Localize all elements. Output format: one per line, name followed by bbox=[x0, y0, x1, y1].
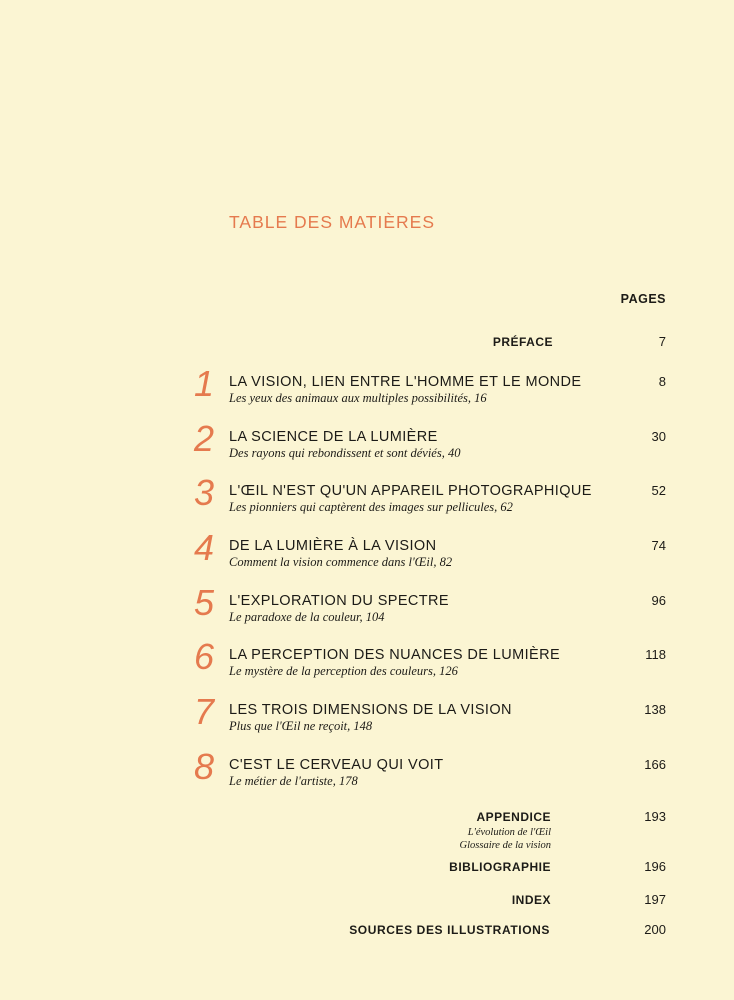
chapter-number: 1 bbox=[193, 363, 215, 404]
bibliography-page: 196 bbox=[644, 859, 666, 874]
chapter-number: 8 bbox=[193, 746, 215, 787]
chapter-subtitle: Les yeux des animaux aux multiples possibilités, 16 bbox=[229, 391, 487, 405]
chapter-subtitle: Le paradoxe de la couleur, 104 bbox=[229, 610, 385, 624]
chapter-title: LA VISION, LIEN ENTRE L'HOMME ET LE MONDE bbox=[229, 374, 582, 390]
chapter-page: 96 bbox=[651, 593, 666, 608]
chapter-page: 52 bbox=[651, 483, 666, 498]
appendix-item: Glossaire de la vision bbox=[459, 840, 551, 851]
chapter-entry bbox=[0, 363, 734, 424]
chapter-entry bbox=[0, 746, 734, 807]
chapter-page: 166 bbox=[644, 757, 666, 772]
index-label: INDEX bbox=[511, 893, 551, 907]
chapter-title: LES TROIS DIMENSIONS DE LA VISION bbox=[229, 702, 512, 718]
chapter-entry bbox=[0, 582, 734, 643]
chapter-page: 74 bbox=[651, 538, 666, 553]
index-page: 197 bbox=[644, 892, 666, 907]
bibliography-label: BIBLIOGRAPHIE bbox=[449, 860, 551, 874]
chapter-title: C'EST LE CERVEAU QUI VOIT bbox=[229, 757, 444, 773]
chapter-title: DE LA LUMIÈRE À LA VISION bbox=[229, 538, 437, 554]
appendix-page: 193 bbox=[644, 809, 666, 824]
sources-page: 200 bbox=[644, 922, 666, 937]
chapter-subtitle: Le mystère de la perception des couleurs, 126 bbox=[229, 664, 458, 678]
chapter-title: L'EXPLORATION DU SPECTRE bbox=[229, 593, 449, 609]
chapter-page: 8 bbox=[658, 374, 666, 389]
chapter-subtitle: Plus que l'Œil ne reçoit, 148 bbox=[229, 719, 373, 733]
chapter-entry bbox=[0, 418, 734, 479]
chapter-title: LA PERCEPTION DES NUANCES DE LUMIÈRE bbox=[229, 647, 561, 663]
chapter-page: 30 bbox=[651, 429, 666, 444]
chapter-subtitle: Des rayons qui rebondissent et sont déviés, 40 bbox=[229, 446, 461, 460]
chapter-page: 118 bbox=[645, 647, 666, 662]
chapter-title: L'ŒIL N'EST QU'UN APPAREIL PHOTOGRAPHIQUE bbox=[229, 483, 592, 499]
preface-label: PRÉFACE bbox=[492, 335, 553, 349]
chapter-page: 138 bbox=[644, 702, 666, 717]
chapter-entry bbox=[0, 472, 734, 533]
chapter-number: 5 bbox=[193, 582, 215, 623]
sources-label: SOURCES DES ILLUSTRATIONS bbox=[349, 923, 550, 937]
chapter-subtitle: Les pionniers qui captèrent des images sur pellicules, 62 bbox=[229, 500, 513, 514]
chapter-entry bbox=[0, 636, 734, 697]
appendix-label: APPENDICE bbox=[476, 810, 551, 824]
chapter-subtitle: Le métier de l'artiste, 178 bbox=[229, 774, 358, 788]
chapter-number: 6 bbox=[193, 636, 215, 677]
chapter-number: 7 bbox=[193, 691, 215, 732]
pages-column-header: PAGES bbox=[620, 292, 666, 306]
chapter-entry bbox=[0, 527, 734, 588]
page-title: TABLE DES MATIÈRES bbox=[229, 212, 436, 232]
chapter-number: 4 bbox=[193, 527, 215, 568]
chapter-subtitle: Comment la vision commence dans l'Œil, 82 bbox=[229, 555, 453, 569]
appendix-item: L'évolution de l'Œil bbox=[467, 827, 551, 838]
chapter-number: 3 bbox=[193, 472, 215, 513]
chapter-title: LA SCIENCE DE LA LUMIÈRE bbox=[229, 429, 438, 445]
chapter-number: 2 bbox=[193, 418, 215, 459]
preface-page: 7 bbox=[658, 334, 666, 349]
chapter-entry bbox=[0, 691, 734, 752]
